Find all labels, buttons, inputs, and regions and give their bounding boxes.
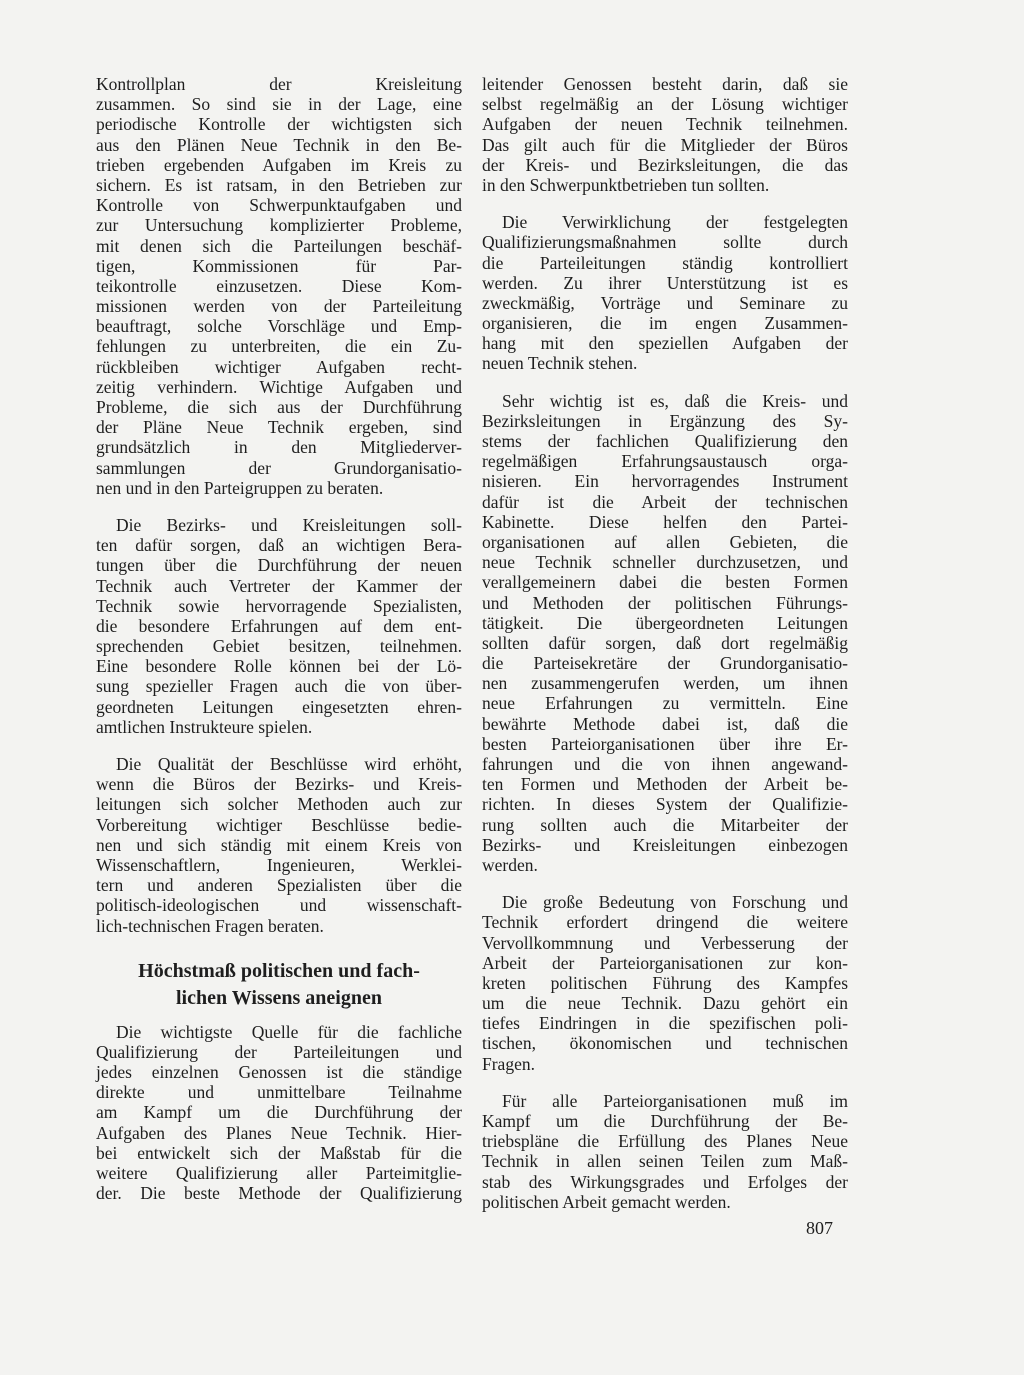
paragraph [482, 1091, 848, 1212]
text-line-content: aus den Plänen Neue Technik in den Be- [96, 134, 462, 155]
text-line-content: besten Parteiorganisationen über ihre Er- [482, 733, 848, 754]
text-line [482, 734, 848, 754]
text-line [482, 512, 848, 532]
text-line-content: direkte und unmittelbare Teilnahme [96, 1082, 462, 1103]
text-line-content: politisch-ideologischen und wissenschaft- [96, 895, 462, 916]
text-line [96, 616, 462, 636]
paragraph [96, 515, 462, 737]
text-line [482, 471, 848, 491]
text-line [482, 212, 848, 232]
text-line-content: Technik auch Vertreter der Kammer der [96, 575, 462, 596]
text-line [96, 656, 462, 676]
text-line [482, 653, 848, 673]
text-line [96, 1062, 462, 1082]
text-line-content: tern und anderen Spezialisten über die [96, 875, 462, 896]
text-line [482, 892, 848, 912]
text-line-content: leitender Genossen besteht darin, daß sie [482, 74, 848, 94]
text-line [482, 933, 848, 953]
text-line [96, 155, 462, 175]
text-line-content: neue Technik schneller durchzusetzen, und [482, 552, 848, 573]
text-line-content: sichern. Es ist ratsam, in den Betrieben zur [96, 174, 462, 195]
text-line [96, 576, 462, 596]
text-line-content: Für alle Parteiorganisationen muß im [502, 1090, 848, 1111]
text-line [482, 912, 848, 932]
text-line-content: triebspläne die Erfüllung des Planes Neue [482, 1131, 848, 1152]
text-line [482, 835, 848, 855]
text-line [482, 714, 848, 734]
text-line-content: der Pläne Neue Technik ergeben, sind [96, 417, 462, 438]
text-line-content: hang mit den speziellen Aufgaben der [482, 333, 848, 354]
text-line [482, 973, 848, 993]
text-line [482, 754, 848, 774]
text-line [96, 175, 462, 195]
text-line [96, 458, 462, 478]
paragraph [482, 391, 848, 876]
text-line-content: fehlungen zu unterbreiten, die ein Zu- [96, 336, 462, 357]
text-line [482, 135, 848, 155]
text-line [482, 774, 848, 794]
text-line-content: regelmäßigen Erfahrungsaustausch orga- [482, 451, 848, 472]
text-line-content: um die neue Technik. Dazu gehört ein [482, 993, 848, 1014]
text-line [96, 195, 462, 215]
text-line-content: werden. [482, 854, 538, 875]
text-line-content: grundsätzlich in den Mitgliederver- [96, 437, 462, 458]
text-line-content: Eine besondere Rolle können bei der Lö- [96, 656, 462, 677]
text-line-content: nen und sich ständig mit einem Kreis von [96, 834, 462, 855]
text-line [482, 313, 848, 333]
text-line [482, 175, 848, 195]
text-line-content: Kampf um die Durchführung der Be- [482, 1111, 848, 1131]
text-line-content: bei entwickelt sich der Maßstab für die [96, 1142, 462, 1163]
text-line-content: Die Verwirklichung der festgelegten [502, 212, 848, 233]
text-line-content: trieben ergebenden Aufgaben im Kreis zu [96, 154, 462, 175]
text-line-content: der. Die beste Methode der Qualifizierung [96, 1183, 462, 1204]
text-line-content: Vervollkommnung und Verbesserung der [482, 932, 848, 953]
text-line-content: verallgemeinern dabei die besten Formen [482, 572, 848, 593]
text-line-content: nen zusammengerufen werden, um ihnen [482, 673, 848, 694]
text-line [96, 835, 462, 855]
text-line [96, 1022, 462, 1042]
text-line [482, 633, 848, 653]
text-line-content: die besondere Erfahrungen auf dem ent- [96, 615, 462, 636]
text-line [96, 74, 462, 94]
text-line-content: Aufgaben des Planes Neue Technik. Hier- [96, 1122, 462, 1143]
text-line-content: stems der fachlichen Qualifizierung den [482, 431, 848, 451]
text-line [482, 693, 848, 713]
text-line-content: richten. In dieses System der Qualifizie- [482, 794, 848, 815]
text-line [96, 636, 462, 656]
text-line [96, 1183, 462, 1203]
text-line-content: werden. Zu ihrer Unterstützung ist es [482, 272, 848, 293]
text-line-content: dafür ist die Arbeit der technischen [482, 491, 848, 512]
text-line [482, 993, 848, 1013]
text-line [482, 391, 848, 411]
text-line [482, 532, 848, 552]
text-line [482, 953, 848, 973]
text-line [96, 515, 462, 535]
text-line-content: tätigkeit. Die übergeordneten Leitungen [482, 612, 848, 633]
page-number: 807 [806, 1218, 833, 1238]
text-line-content: Bezirksleitungen in Ergänzung des Sy- [482, 410, 848, 431]
paragraph [482, 74, 848, 195]
text-line-content: jedes einzelnen Genossen ist die ständige [96, 1062, 462, 1083]
text-line-content: Kontrollplan der Kreisleitung [96, 74, 462, 94]
text-line [482, 451, 848, 471]
text-line [482, 673, 848, 693]
text-line-content: Das gilt auch für die Mitglieder der Büros [482, 134, 848, 155]
text-line [482, 1033, 848, 1053]
text-line [96, 717, 462, 737]
text-line [482, 232, 848, 252]
text-line [96, 397, 462, 417]
text-line [96, 855, 462, 875]
text-line [96, 596, 462, 616]
text-line-content: selbst regelmäßig an der Lösung wichtiger [482, 94, 848, 115]
text-line [96, 555, 462, 575]
heading-line: Höchstmaß politischen und fach- [138, 959, 420, 982]
text-line-content: zur Untersuchung komplizierter Probleme, [96, 215, 462, 236]
text-line-content: Arbeit der Parteiorganisationen zur kon- [482, 952, 848, 973]
text-line [482, 613, 848, 633]
text-line [96, 357, 462, 377]
text-line-content: sprechenden Gebiet besitzen, teilnehmen. [96, 636, 462, 657]
text-line-content: zeitig verhindern. Wichtige Aufgaben und [96, 376, 462, 397]
text-line [482, 1091, 848, 1111]
text-line-content: Die Qualität der Beschlüsse wird erhöht, [116, 754, 462, 774]
text-line-content: zusammen. So sind sie in der Lage, eine [96, 94, 462, 115]
text-line [96, 417, 462, 437]
text-line [482, 1013, 848, 1033]
text-line [96, 276, 462, 296]
text-line-content: fahrungen und die von ihnen angewand- [482, 754, 848, 774]
text-line [96, 316, 462, 336]
text-line-content: Technik in allen seinen Teilen zum Maß- [482, 1151, 848, 1172]
text-line [482, 293, 848, 313]
text-line-content: stab des Wirkungsgrades und Erfolges der [482, 1171, 848, 1192]
text-line-content: mit denen sich die Parteilungen beschäf- [96, 235, 462, 256]
text-line [482, 431, 848, 451]
text-line [482, 74, 848, 94]
text-line-content: Die wichtigste Quelle für die fachliche [116, 1021, 462, 1042]
text-line-content: ten dafür sorgen, daß an wichtigen Bera- [96, 535, 462, 556]
text-line-content: tungen über die Durchführung der neuen [96, 555, 462, 576]
text-line-content: die Parteisekretäre der Grundorganisatio- [482, 653, 848, 674]
text-line-content: tiefes Eindringen in die spezifischen poli- [482, 1013, 848, 1034]
text-line-content: leitungen sich solcher Methoden auch zur [96, 794, 462, 815]
text-line [482, 155, 848, 175]
text-line-content: sammlungen der Grundorganisatio- [96, 457, 462, 478]
text-line [482, 1151, 848, 1171]
text-line [96, 1082, 462, 1102]
text-line [96, 135, 462, 155]
left-column [96, 74, 462, 1220]
text-line-content: Probleme, die sich aus der Durchführung [96, 397, 462, 417]
text-line-content: teikontrolle einzusetzen. Diese Kom- [96, 275, 462, 296]
text-line-content: Wissenschaftlern, Ingenieuren, Werklei- [96, 854, 462, 875]
text-line [96, 377, 462, 397]
text-line-content: Bezirks- und Kreisleitungen einbezogen [482, 834, 848, 855]
text-line-content: Kabinette. Diese helfen den Partei- [482, 511, 848, 532]
section-heading [96, 958, 462, 1012]
text-line-content: in den Schwerpunktbetrieben tun sollten. [482, 174, 770, 195]
text-line-content: periodische Kontrolle der wichtigsten sich [96, 114, 462, 135]
text-line-content: weitere Qualifizierung aller Parteimitglie- [96, 1163, 462, 1183]
paragraph [482, 892, 848, 1074]
text-line-content: die Parteileitungen ständig kontrolliert [482, 252, 848, 273]
text-line-content: tigen, Kommissionen für Par- [96, 255, 462, 276]
text-line-content: Technik sowie hervorragende Spezialisten, [96, 595, 462, 616]
text-line [96, 895, 462, 915]
text-line [96, 794, 462, 814]
text-line [96, 1102, 462, 1122]
text-line-content: neuen Technik stehen. [482, 353, 638, 374]
text-line [482, 253, 848, 273]
text-line [482, 411, 848, 431]
text-line [482, 572, 848, 592]
text-line-content: rückbleiben wichtiger Aufgaben recht- [96, 356, 462, 377]
text-line [96, 676, 462, 696]
text-line [482, 815, 848, 835]
paragraph [96, 754, 462, 936]
text-line [482, 593, 848, 613]
text-line-content: der Kreis- und Bezirksleitungen, die das [482, 154, 848, 175]
paragraph [96, 1022, 462, 1204]
text-line [482, 353, 848, 373]
text-line-content: amtlichen Instrukteure spielen. [96, 716, 313, 737]
text-line-content: geordneten Leitungen eingesetzten ehren- [96, 696, 462, 717]
text-line [482, 1054, 848, 1074]
paragraph [96, 74, 462, 498]
text-line-content: rung sollten auch die Mitarbeiter der [482, 814, 848, 835]
text-line-content: lich-technischen Fragen beraten. [96, 915, 324, 936]
text-line-content: nisieren. Ein hervorragendes Instrument [482, 471, 848, 492]
text-line [96, 1163, 462, 1183]
text-line [96, 336, 462, 356]
text-line [482, 492, 848, 512]
text-line-content: missionen werden von der Parteileitung [96, 296, 462, 317]
text-line-content: Qualifizierungsmaßnahmen sollte durch [482, 232, 848, 253]
text-line [96, 815, 462, 835]
text-line [482, 1111, 848, 1131]
text-line-content: neue Erfahrungen zu vermitteln. Eine [482, 693, 848, 714]
text-line-content: Die große Bedeutung von Forschung und [502, 892, 848, 913]
text-line [96, 774, 462, 794]
text-line [482, 94, 848, 114]
text-line [482, 273, 848, 293]
text-line-content: Technik erfordert dringend die weitere [482, 912, 848, 933]
text-line-content: kreten politischen Führung des Kampfes [482, 972, 848, 993]
text-line [482, 114, 848, 134]
text-line [96, 478, 462, 498]
text-line [482, 552, 848, 572]
text-line [482, 1131, 848, 1151]
text-line-content: Qualifizierung der Parteileitungen und [96, 1041, 462, 1062]
text-line-content: organisieren, die im engen Zusammen- [482, 313, 848, 334]
text-line-content: Fragen. [482, 1053, 535, 1074]
text-line-content: nen und in den Parteigruppen zu beraten. [96, 477, 384, 498]
text-line-content: politischen Arbeit gemacht werden. [482, 1191, 731, 1212]
text-line [96, 1042, 462, 1062]
text-line-content: tischen, ökonomischen und technischen [482, 1033, 848, 1054]
text-line [96, 697, 462, 717]
text-line-content: wenn die Büros der Bezirks- und Kreis- [96, 774, 462, 795]
text-line [96, 1123, 462, 1143]
text-line [96, 94, 462, 114]
text-line-content: am Kampf um die Durchführung der [96, 1102, 462, 1123]
text-line [482, 333, 848, 353]
text-line-content: Die Bezirks- und Kreisleitungen soll- [116, 514, 462, 535]
text-line [96, 916, 462, 936]
text-line-content: beauftragt, solche Vorschläge und Emp- [96, 316, 462, 337]
text-line [96, 535, 462, 555]
text-line-content: sollten dafür sorgen, daß dort regelmäßig [482, 632, 848, 653]
text-line-content: bewährte Methode dabei ist, daß die [482, 713, 848, 734]
text-line-content: und Methoden der politischen Führungs- [482, 592, 848, 613]
text-line-content: Aufgaben der neuen Technik teilnehmen. [482, 114, 848, 135]
text-line [96, 236, 462, 256]
text-line-content: Sehr wichtig ist es, daß die Kreis- und [502, 390, 848, 411]
text-line [96, 114, 462, 134]
text-line-content: sung spezieller Fragen auch die von über- [96, 676, 462, 697]
text-line [482, 794, 848, 814]
text-line-content: Vorbereitung wichtiger Beschlüsse bedie- [96, 814, 462, 835]
heading-line: lichen Wissens aneignen [176, 986, 382, 1009]
text-line [96, 754, 462, 774]
text-line [96, 256, 462, 276]
text-line [96, 1143, 462, 1163]
text-line-content: Kontrolle von Schwerpunktaufgaben und [96, 195, 462, 216]
text-line-content: zweckmäßig, Vorträge und Seminare zu [482, 292, 848, 313]
text-line-content: organisationen auf allen Gebieten, die [482, 531, 848, 552]
text-line [96, 296, 462, 316]
text-line [96, 437, 462, 457]
paragraph [482, 212, 848, 374]
text-line [482, 1192, 848, 1212]
text-line [482, 1172, 848, 1192]
text-line [96, 215, 462, 235]
text-line [482, 855, 848, 875]
text-line [96, 875, 462, 895]
text-line-content: ten Formen und Methoden der Arbeit be- [482, 774, 848, 795]
right-column [482, 74, 848, 1229]
